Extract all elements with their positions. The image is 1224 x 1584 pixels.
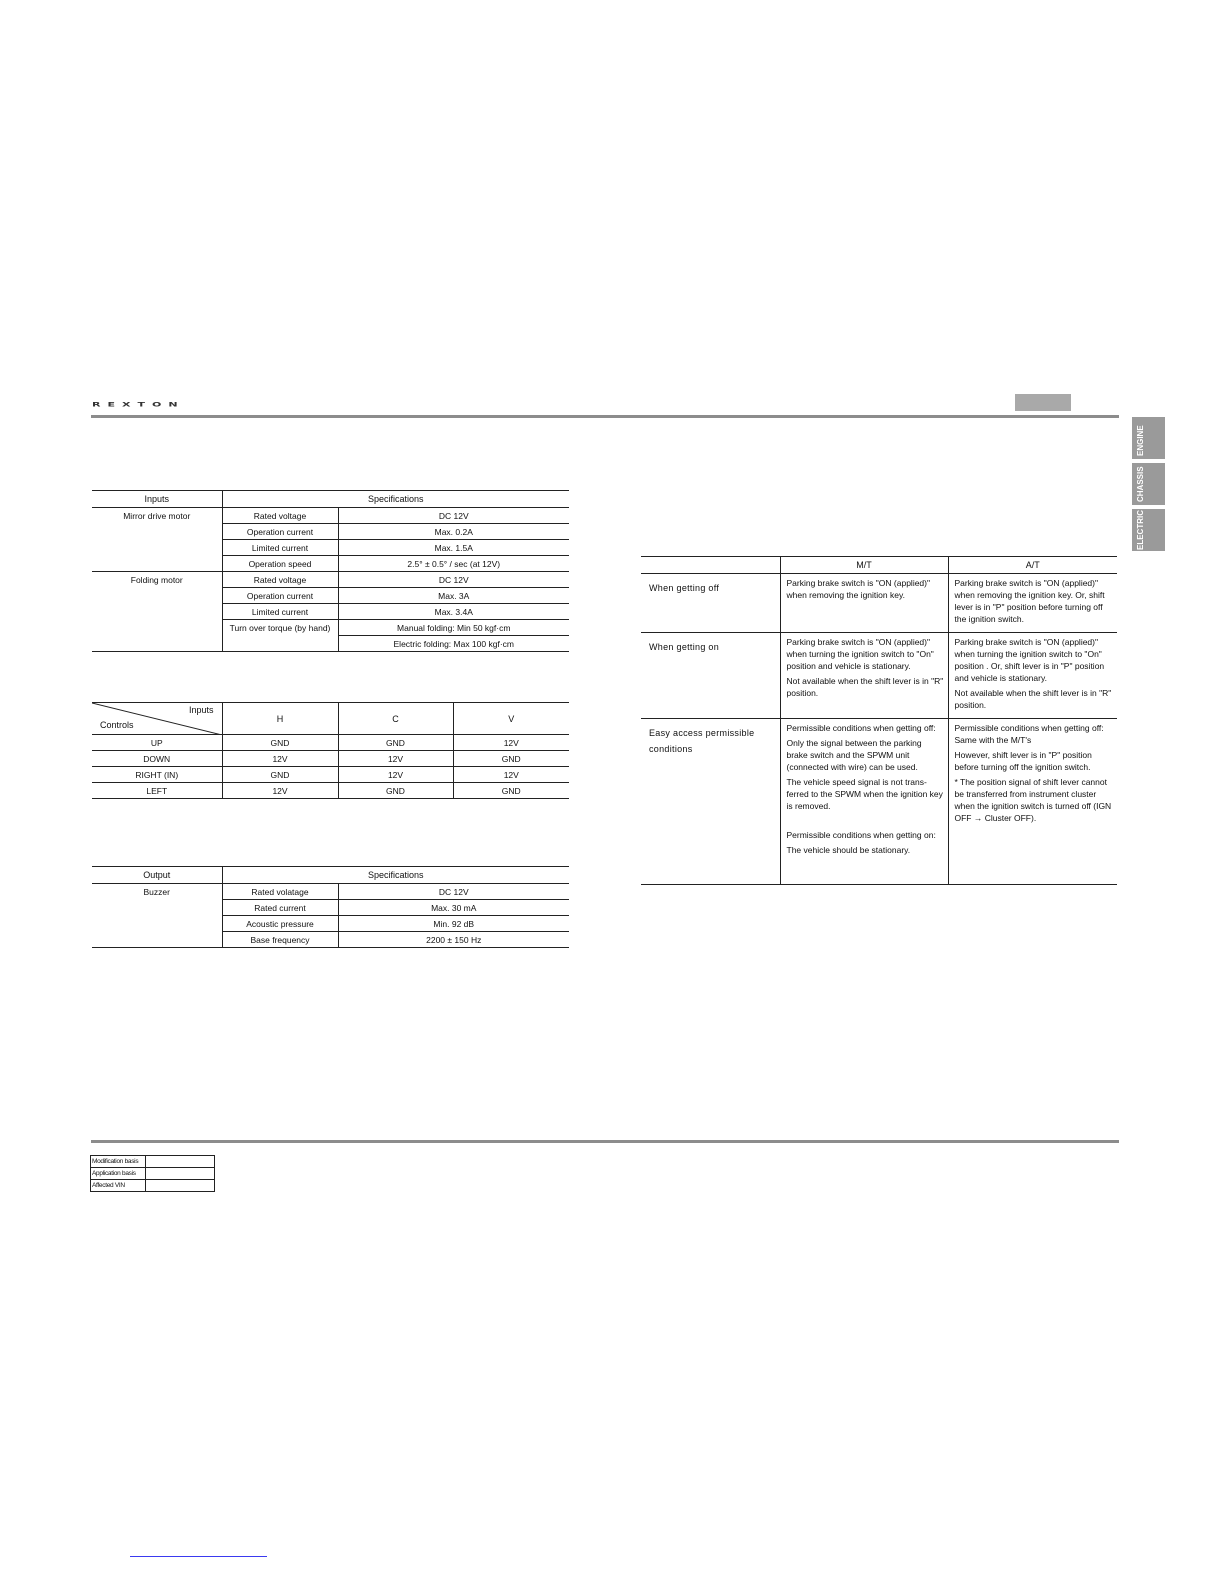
spec-value: Min. 92 dB xyxy=(338,916,569,932)
tab-engine[interactable] xyxy=(1132,417,1165,459)
spec-value: Max. 0.2A xyxy=(338,524,569,540)
modification-box xyxy=(90,1155,215,1192)
cell-text: Parking brake switch is "ON (applied)" when removing the ignition key. xyxy=(786,578,931,600)
spec-value: DC 12V xyxy=(338,884,569,900)
table-header-row xyxy=(641,557,1117,574)
spec-value: Max. 30 mA xyxy=(338,900,569,916)
spec-item: Acoustic pressure xyxy=(222,916,338,932)
table-header-row xyxy=(92,867,569,884)
control-table xyxy=(92,702,569,799)
table-row xyxy=(92,767,569,783)
header-mt: M/T xyxy=(780,557,948,574)
cell-text: However, shift lever is in "P" position before turning off the ignition switch. xyxy=(954,750,1092,772)
tab-chassis-label: CHASSIS xyxy=(1136,466,1145,502)
cell: 12V xyxy=(222,751,338,767)
cell-text: Permissible conditions when getting on: xyxy=(786,830,936,840)
input-name: Folding motor xyxy=(92,572,222,652)
footer-rule xyxy=(91,1140,1119,1143)
spec-value: Max. 3A xyxy=(338,588,569,604)
spec-item: Turn over torque (by hand) xyxy=(222,620,338,652)
table-row xyxy=(92,508,569,524)
column-h: H xyxy=(222,703,338,735)
input-name: Mirror drive motor xyxy=(92,508,222,572)
tab-chassis[interactable] xyxy=(1132,463,1165,505)
corner-inputs-label: Inputs xyxy=(188,705,214,715)
table-row xyxy=(92,751,569,767)
cell: GND xyxy=(222,735,338,751)
table-header-row xyxy=(92,703,569,735)
spec-value: Electric folding: Max 100 kgf·cm xyxy=(338,636,569,652)
column-v: V xyxy=(453,703,569,735)
cell-text: The vehicle should be stationary. xyxy=(786,845,911,855)
header-inputs: Inputs xyxy=(92,491,222,508)
cell: GND xyxy=(338,735,453,751)
cell-text: Parking brake switch is "ON (applied)" when turning the ignition switch to "On" position and vehicle is stationary. xyxy=(786,637,934,671)
mt-cell xyxy=(780,719,948,885)
cell-text: Permissible conditions when getting off: Same with the M/T's xyxy=(954,723,1104,745)
mod-label: Affected VIN xyxy=(91,1180,146,1192)
spec-value: 2.5° ± 0.5° / sec (at 12V) xyxy=(338,556,569,572)
side-tabs xyxy=(1132,417,1166,555)
spec-value: Max. 3.4A xyxy=(338,604,569,620)
at-cell xyxy=(948,633,1117,719)
table-row xyxy=(641,719,1117,885)
cell: 12V xyxy=(222,783,338,799)
spec-item: Rated current xyxy=(222,900,338,916)
spec-item: Operation speed xyxy=(222,556,338,572)
tab-electric-label: ELECTRIC xyxy=(1136,510,1145,550)
control-name: UP xyxy=(92,735,222,751)
mod-label: Application basis xyxy=(91,1168,146,1180)
at-cell xyxy=(948,574,1117,633)
cell: GND xyxy=(222,767,338,783)
cell: GND xyxy=(338,783,453,799)
spec-value: DC 12V xyxy=(338,508,569,524)
cell: 12V xyxy=(338,767,453,783)
table-row xyxy=(91,1156,215,1168)
spec-value: 2200 ± 150 Hz xyxy=(338,932,569,948)
cell-text: Only the signal between the parking brake switch and the SPWM unit (connected with wire) can be used. xyxy=(786,738,922,772)
row-label: Easy access permissible conditions xyxy=(641,719,780,885)
output-name: Buzzer xyxy=(92,884,222,948)
spec-value: Max. 1.5A xyxy=(338,540,569,556)
header-blank xyxy=(641,557,780,574)
cell-text: Not available when the shift lever is in "R" position. xyxy=(954,688,1112,710)
spec-item: Limited current xyxy=(222,604,338,620)
spec-value: DC 12V xyxy=(338,572,569,588)
cell-text: Parking brake switch is "ON (applied)" when turning the ignition switch to "On" position . Or, shift lever is in "P" position and vehicle is stationary. xyxy=(954,637,1105,683)
mirror-spec-table xyxy=(92,490,569,652)
mt-cell xyxy=(780,574,948,633)
row-label: When getting on xyxy=(641,633,780,719)
control-name: RIGHT (IN) xyxy=(92,767,222,783)
tab-engine-label: ENGINE xyxy=(1136,425,1145,456)
mod-value xyxy=(146,1156,215,1168)
table-row xyxy=(641,633,1117,719)
spec-value: Manual folding: Min 50 kgf·cm xyxy=(338,620,569,636)
spec-item: Limited current xyxy=(222,540,338,556)
cell: 12V xyxy=(338,751,453,767)
table-row xyxy=(91,1168,215,1180)
cell: 12V xyxy=(453,767,569,783)
column-c: C xyxy=(338,703,453,735)
spec-item: Rated volatage xyxy=(222,884,338,900)
cell-text: The vehicle speed signal is not trans-ferred to the SPWM when the ignition key is removed. xyxy=(786,777,943,811)
table-row xyxy=(92,783,569,799)
header-specifications: Specifications xyxy=(222,867,569,884)
mod-value xyxy=(146,1168,215,1180)
cell: 12V xyxy=(453,735,569,751)
corner-controls-label: Controls xyxy=(100,720,134,730)
tab-electric[interactable] xyxy=(1132,509,1165,551)
table-row xyxy=(91,1180,215,1192)
spec-item: Operation current xyxy=(222,524,338,540)
table-row xyxy=(92,884,569,900)
control-name: DOWN xyxy=(92,751,222,767)
cell: GND xyxy=(453,751,569,767)
control-name: LEFT xyxy=(92,783,222,799)
spec-item: Rated voltage xyxy=(222,508,338,524)
bottom-link-underline[interactable] xyxy=(130,1556,267,1557)
table-header-row xyxy=(92,491,569,508)
header-specifications: Specifications xyxy=(222,491,569,508)
section-indicator xyxy=(1015,394,1071,411)
header-at: A/T xyxy=(948,557,1117,574)
spec-item: Base frequency xyxy=(222,932,338,948)
mod-value xyxy=(146,1180,215,1192)
cell-text: Permissible conditions when getting off: xyxy=(786,723,936,733)
table-row xyxy=(641,574,1117,633)
header-rule xyxy=(91,415,1119,418)
spec-item: Rated voltage xyxy=(222,572,338,588)
rexton-logo: REXTON xyxy=(92,401,185,409)
cell-text: Not available when the shift lever is in "R" position. xyxy=(786,676,944,698)
mod-label: Modification basis xyxy=(91,1156,146,1168)
header-output: Output xyxy=(92,867,222,884)
table-row xyxy=(92,735,569,751)
cell-text: * The position signal of shift lever cannot be transferred from instrument cluster when the ignition switch is turned off (IGN OFF → Cluster OFF). xyxy=(954,777,1112,823)
cell-text: Parking brake switch is "ON (applied)" when removing the ignition key. Or, shift lever is in "P" position before turning off the ignition switch. xyxy=(954,578,1105,624)
spec-item: Operation current xyxy=(222,588,338,604)
corner-cell xyxy=(92,703,222,735)
at-cell xyxy=(948,719,1117,885)
easy-access-condition-table xyxy=(641,556,1117,885)
mt-cell xyxy=(780,633,948,719)
row-label: When getting off xyxy=(641,574,780,633)
cell: GND xyxy=(453,783,569,799)
buzzer-spec-table xyxy=(92,866,569,948)
table-row xyxy=(92,572,569,588)
